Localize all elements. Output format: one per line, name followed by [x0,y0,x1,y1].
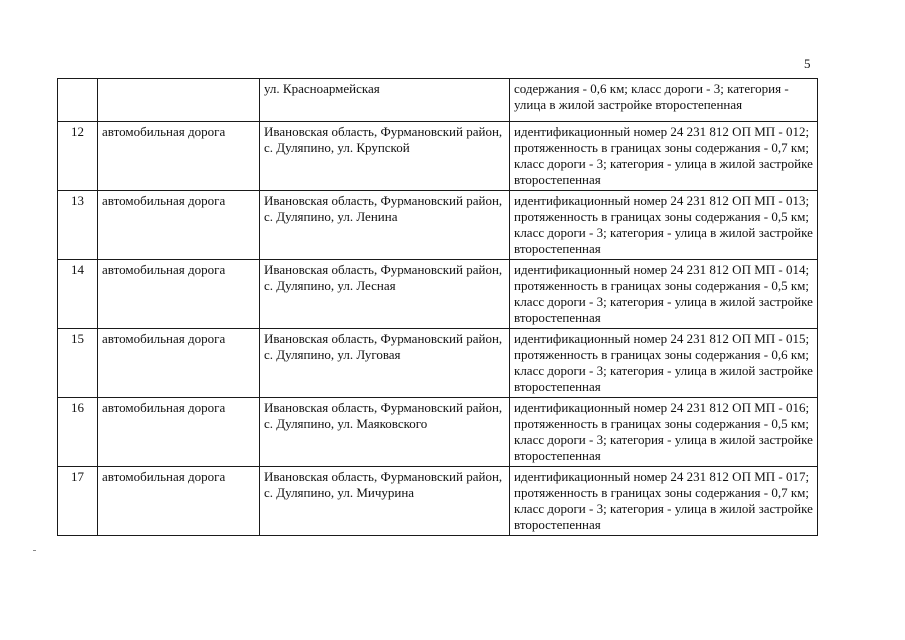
address-cell: Ивановская область, Фурмановский район, с. Дуляпино, ул. Ленина [260,191,510,260]
address-cell: Ивановская область, Фурмановский район, с. Дуляпино, ул. Мичурина [260,467,510,536]
address-cell: ул. Красноармейская [260,79,510,122]
description-cell: идентификационный номер 24 231 812 ОП МП - 014; протяженность в границах зоны содержания - 0,5 км; класс дороги - 3; категория - улица в жилой застройке второстепенная [510,260,818,329]
road-type-cell: автомобильная дорога [98,398,260,467]
address-cell: Ивановская область, Фурмановский район, с. Дуляпино, ул. Маяковского [260,398,510,467]
row-number-cell: 16 [58,398,98,467]
row-number-cell: 15 [58,329,98,398]
description-cell: идентификационный номер 24 231 812 ОП МП - 013; протяженность в границах зоны содержания - 0,5 км; класс дороги - 3; категория - улица в жилой застройке второстепенная [510,191,818,260]
scan-artifact [33,550,36,551]
road-type-cell: автомобильная дорога [98,191,260,260]
description-cell: идентификационный номер 24 231 812 ОП МП - 012; протяженность в границах зоны содержания - 0,7 км; класс дороги - 3; категория - улица в жилой застройке второстепенная [510,122,818,191]
row-number-cell: 17 [58,467,98,536]
road-type-cell: автомобильная дорога [98,260,260,329]
address-cell: Ивановская область, Фурмановский район, с. Дуляпино, ул. Лесная [260,260,510,329]
description-cell: содержания - 0,6 км; класс дороги - 3; категория - улица в жилой застройке второстепенная [510,79,818,122]
table-row [58,191,818,260]
table-row [58,467,818,536]
row-number-cell [58,79,98,122]
table-row [58,260,818,329]
row-number-cell: 13 [58,191,98,260]
description-cell: идентификационный номер 24 231 812 ОП МП - 016; протяженность в границах зоны содержания - 0,5 км; класс дороги - 3; категория - улица в жилой застройке второстепенная [510,398,818,467]
table-row [58,122,818,191]
table-row-continuation [58,79,818,122]
road-type-cell: автомобильная дорога [98,467,260,536]
road-type-cell: автомобильная дорога [98,329,260,398]
road-type-cell: автомобильная дорога [98,122,260,191]
table-row [58,398,818,467]
description-cell: идентификационный номер 24 231 812 ОП МП - 017; протяженность в границах зоны содержания - 0,7 км; класс дороги - 3; категория - улица в жилой застройке второстепенная [510,467,818,536]
row-number-cell: 12 [58,122,98,191]
row-number-cell: 14 [58,260,98,329]
address-cell: Ивановская область, Фурмановский район, с. Дуляпино, ул. Крупской [260,122,510,191]
table-row [58,329,818,398]
address-cell: Ивановская область, Фурмановский район, с. Дуляпино, ул. Луговая [260,329,510,398]
description-cell: идентификационный номер 24 231 812 ОП МП - 015; протяженность в границах зоны содержания - 0,6 км; класс дороги - 3; категория - улица в жилой застройке второстепенная [510,329,818,398]
page-number: 5 [804,56,811,71]
roads-registry-table [57,78,818,536]
road-type-cell [98,79,260,122]
